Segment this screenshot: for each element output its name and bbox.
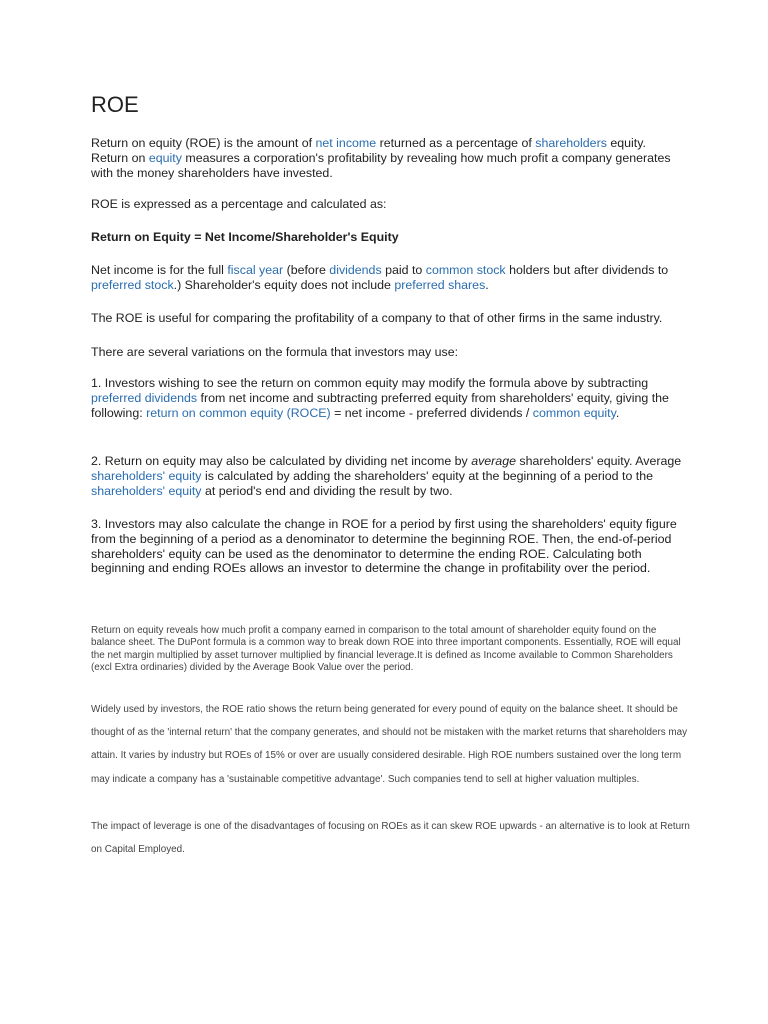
text-span: from net income and subtracting preferred equity from shareholders' equity, giving the following: — [91, 390, 669, 420]
text-span: (before — [283, 263, 330, 277]
intro-paragraph — [91, 136, 683, 180]
text-span: Return on equity (ROE) is the amount of — [91, 136, 316, 150]
link-common-stock[interactable]: common stock — [425, 263, 506, 277]
text-span: 2. Return on equity may also be calculated by dividing net income by — [91, 454, 472, 468]
link-dividends[interactable]: dividends — [329, 263, 382, 277]
link-shareholders[interactable]: shareholders — [535, 136, 607, 150]
link-roce[interactable]: return on common equity (ROCE) — [146, 405, 331, 420]
text-span: 1. Investors wishing to see the return on common equity may modify the formula above by subtracting — [91, 376, 649, 390]
variation-1-paragraph — [91, 376, 683, 420]
link-equity[interactable]: equity — [148, 150, 182, 165]
leverage-paragraph: The impact of leverage is one of the disadvantages of focusing on ROEs as it can skew ROE upwards - an alternative is to look at Return on Capital Employed. — [91, 821, 690, 856]
text-span: Net income is for the full — [91, 263, 228, 277]
usefulness-paragraph: The ROE is useful for comparing the profitability of a company to that of other firms in the same industry. — [91, 311, 663, 325]
text-span: . — [485, 277, 489, 292]
text-span: shareholders' equity. Average — [515, 454, 682, 468]
variation-3-paragraph: 3. Investors may also calculate the change in ROE for a period by first using the shareholders' equity figure from the beginning of a period as a denominator to determine the beginning ROE. Then, the end-of-period shareholders' equity can be used as the denominator to determine the ending ROE. Calculating both beginning and ending ROEs allows an investor to determine the change in profitability over the period. — [91, 517, 677, 576]
text-span: Return on — [91, 150, 149, 165]
link-common-equity[interactable]: common equity — [532, 405, 616, 420]
text-span: .) Shareholder's equity does not include — [173, 277, 395, 292]
text-span: is calculated by adding the shareholders' equity at the beginning of a period to the — [201, 468, 654, 483]
variation-2-paragraph — [91, 454, 683, 498]
link-shareholders-equity-1[interactable]: shareholders' equity — [91, 468, 202, 483]
text-span: paid to — [381, 263, 426, 277]
dupont-paragraph: Return on equity reveals how much profit a company earned in comparison to the total amount of shareholder equity found on the balance sheet. The DuPont formula is a common way to break down ROE into three important components. Essentially, ROE will equal the net margin multiplied by asset turnover multiplied by financial leverage.It is defined as Income available to Common Shareholders (excl Extra ordinaries) divided by the Average Book Value over the period. — [91, 625, 681, 674]
calc-intro-paragraph: ROE is expressed as a percentage and calculated as: — [91, 197, 387, 211]
text-span: equity. — [606, 136, 646, 150]
text-span: at period's end and dividing the result by two. — [201, 483, 453, 498]
link-preferred-stock[interactable]: preferred stock — [91, 277, 174, 292]
variations-paragraph: There are several variations on the formula that investors may use: — [91, 345, 459, 359]
link-net-income[interactable]: net income — [315, 136, 377, 150]
formula-heading: Return on Equity = Net Income/Shareholder's Equity — [91, 230, 399, 244]
widely-used-paragraph: Widely used by investors, the ROE ratio shows the return being generated for every pound of equity on the balance sheet. It should be thought of as the 'internal return' that the company generates, and should not be mistaken with the market returns that shareholders may attain. It varies by industry but ROEs of 15% or over are usually considered desirable. High ROE numbers sustained over the long term may indicate a company has a 'sustainable competitive advantage'. Such companies tend to sell at higher valuation multiples. — [91, 704, 688, 785]
text-span: . — [615, 405, 620, 420]
link-fiscal-year[interactable]: fiscal year — [227, 263, 284, 277]
page-title: ROE — [91, 92, 139, 117]
link-preferred-shares[interactable]: preferred shares — [394, 277, 486, 292]
text-span: measures a corporation's profitability by revealing how much profit a company generates with the money shareholders have invested. — [91, 150, 671, 180]
emphasis-text: average — [471, 454, 516, 468]
link-preferred-dividends[interactable]: preferred dividends — [91, 390, 198, 405]
net-income-paragraph — [91, 263, 683, 293]
text-span: holders but after dividends to — [505, 263, 669, 277]
link-shareholders-equity-2[interactable]: shareholders' equity — [91, 483, 202, 498]
text-span: returned as a percentage of — [376, 136, 536, 150]
text-span: = net income - preferred dividends / — [330, 405, 533, 420]
